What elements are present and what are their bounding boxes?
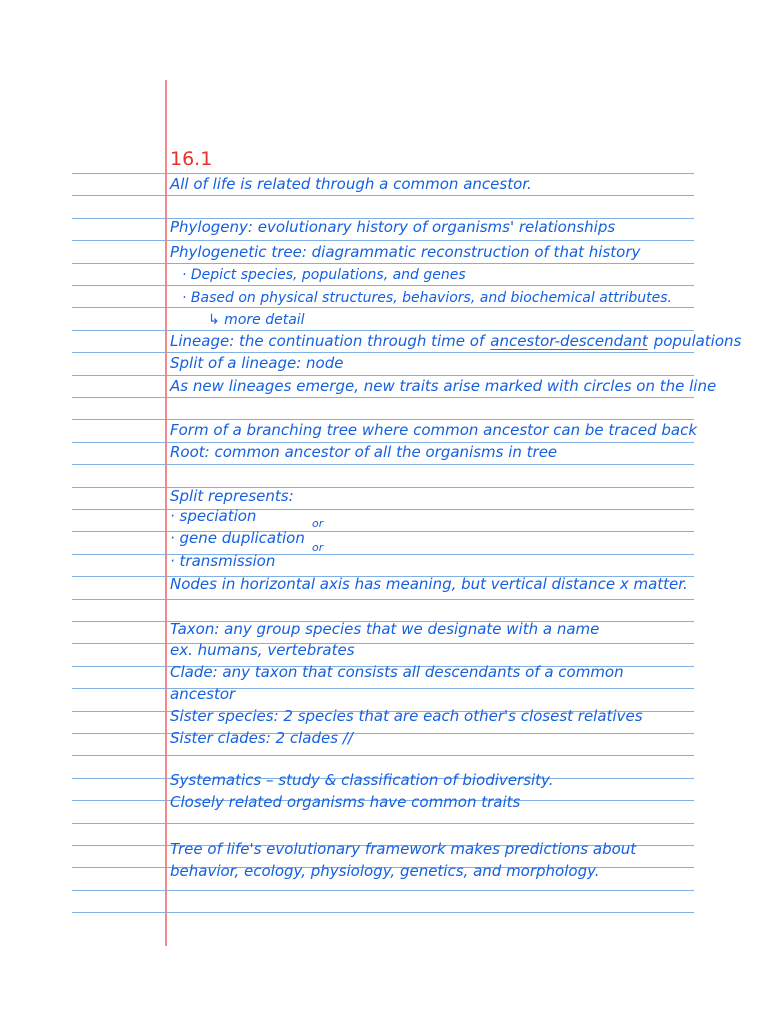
note-line-3: Phylogenetic tree: diagrammatic reconstruction of that history <box>170 243 641 261</box>
note-line-sister-clades: Sister clades: 2 clades // <box>170 729 353 747</box>
or-annotation-1: or <box>312 517 324 530</box>
note-split-item-2: · gene duplication <box>170 529 305 547</box>
note-line-systematics: Systematics – study & classification of biodiversity. <box>170 771 554 789</box>
note-line-example: ex. humans, vertebrates <box>170 641 355 659</box>
note-split-item-3: · transmission <box>170 552 276 570</box>
or-annotation-2: or <box>312 541 324 554</box>
note-line-1: All of life is related through a common ancestor. <box>170 175 532 193</box>
lineage-text-c: populations <box>653 332 742 350</box>
note-line-sister-species: Sister species: 2 species that are each other's closest relatives <box>170 707 643 725</box>
note-bullet-1: · Depict species, populations, and genes <box>182 267 466 283</box>
note-line-node: Split of a lineage: node <box>170 354 344 372</box>
margin-line <box>165 80 167 946</box>
note-line-lineage <box>170 332 741 350</box>
note-line-branching: Form of a branching tree where common ancestor can be traced back <box>170 421 698 439</box>
note-line-traits: As new lineages emerge, new traits arise marked with circles on the line <box>170 377 717 395</box>
note-line-2: Phylogeny: evolutionary history of organisms' relationships <box>170 218 616 236</box>
note-split-item-1: · speciation <box>170 507 257 525</box>
section-number: 16.1 <box>170 148 213 170</box>
note-bullet-2: · Based on physical structures, behaviors, and biochemical attributes. <box>182 290 673 306</box>
note-line-split: Split represents: <box>170 487 294 505</box>
note-line-root: Root: common ancestor of all the organisms in tree <box>170 443 558 461</box>
note-line-related: Closely related organisms have common traits <box>170 793 521 811</box>
lineage-text-a: Lineage: the continuation through time of <box>170 332 485 350</box>
note-line-nodes: Nodes in horizontal axis has meaning, but vertical distance x matter. <box>170 575 688 593</box>
ancestor-descendant-underlined: ancestor-descendant <box>490 332 648 350</box>
note-line-clade: Clade: any taxon that consists all descendants of a common <box>170 663 624 681</box>
note-sub-bullet: ↳ more detail <box>208 312 305 328</box>
note-line-taxon: Taxon: any group species that we designate with a name <box>170 620 600 638</box>
note-line-fields: behavior, ecology, physiology, genetics, and morphology. <box>170 862 600 880</box>
note-line-tree-of-life: Tree of life's evolutionary framework makes predictions about <box>170 840 637 858</box>
note-line-ancestor: ancestor <box>170 685 236 703</box>
